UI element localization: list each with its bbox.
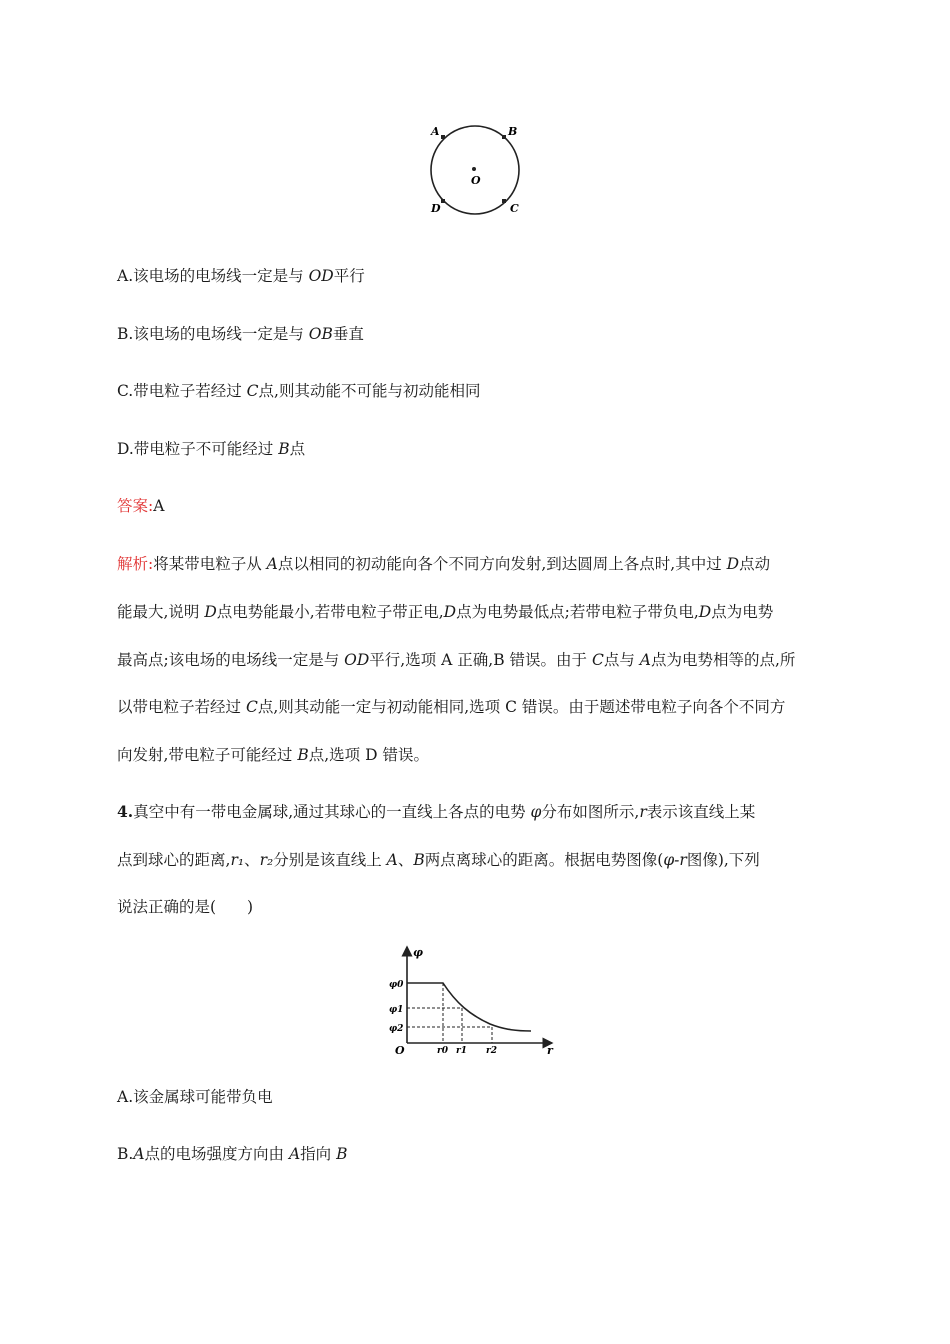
q3-analysis-line-4: 以带电粒子若经过 C点,则其动能一定与初动能相同,选项 C 错误。由于题述带电粒子向各个不同方	[117, 698, 786, 716]
label-a: A	[431, 125, 440, 138]
label-b: B	[508, 125, 518, 138]
x-axis-label: r	[547, 1044, 553, 1055]
q3-option-b: B.该电场的电场线一定是与 OB垂直	[117, 325, 364, 343]
tick-label-r0: r0	[437, 1046, 449, 1055]
q3-analysis-line-2: 能最大,说明 D点电势能最小,若带电粒子带正电,D点为电势最低点;若带电粒子带负电,D点为电势	[117, 603, 774, 621]
q4-stem-line-2: 点到球心的距离,r₁、r₂分别是该直线上 A、B两点离球心的距离。根据电势图像(φ-r图像),下列	[117, 851, 760, 869]
q3-option-d: D.带电粒子不可能经过 B点	[117, 440, 306, 458]
q4-option-b: B.A点的电场强度方向由 A指向 B	[117, 1145, 348, 1163]
potential-curve	[407, 983, 531, 1031]
q3-option-a: A.该电场的电场线一定是与 OD平行	[117, 267, 365, 285]
label-c: C	[510, 202, 519, 215]
point-c-marker	[502, 199, 506, 203]
phi-r-graph	[385, 940, 565, 1055]
tick-label-r2: r2	[486, 1046, 498, 1055]
point-a-marker	[441, 135, 445, 139]
point-b-marker	[502, 135, 506, 139]
q3-analysis-line-5: 向发射,带电粒子可能经过 B点,选项 D 错误。	[117, 746, 429, 764]
tick-label-phi0: φ0	[389, 980, 404, 990]
q3-answer	[117, 496, 164, 516]
answer-label: 答案:	[117, 497, 154, 515]
label-d: D	[431, 202, 441, 215]
y-axis-label: φ	[413, 946, 423, 959]
analysis-label: 解析:	[117, 555, 154, 573]
tick-label-phi1: φ1	[389, 1005, 404, 1015]
q4-number: 4.	[117, 802, 134, 821]
q4-stem-line-1: 4.真空中有一带电金属球,通过其球心的一直线上各点的电势 φ分布如图所示,r表示该直线上某	[117, 802, 756, 821]
tick-label-r1: r1	[456, 1046, 468, 1055]
q4-stem-line-3: 说法正确的是( )	[117, 898, 254, 916]
origin-label: O	[395, 1044, 405, 1055]
label-o: O	[471, 174, 481, 187]
answer-value: A	[153, 497, 165, 515]
q3-analysis-line-1: 解析:将某带电粒子从 A点以相同的初动能向各个不同方向发射,到达圆周上各点时,其中过 D点动	[117, 555, 771, 573]
q3-option-c: C.带电粒子若经过 C点,则其动能不可能与初动能相同	[117, 382, 481, 400]
q4-option-a: A.该金属球可能带负电	[117, 1088, 273, 1106]
q3-analysis-line-3: 最高点;该电场的电场线一定是与 OD平行,选项 A 正确,B 错误。由于 C点与 A点为电势相等的点,所	[117, 651, 796, 669]
center-point-o	[472, 167, 476, 171]
point-d-marker	[441, 199, 445, 203]
circle-figure	[420, 118, 540, 218]
tick-label-phi2: φ2	[389, 1024, 404, 1034]
